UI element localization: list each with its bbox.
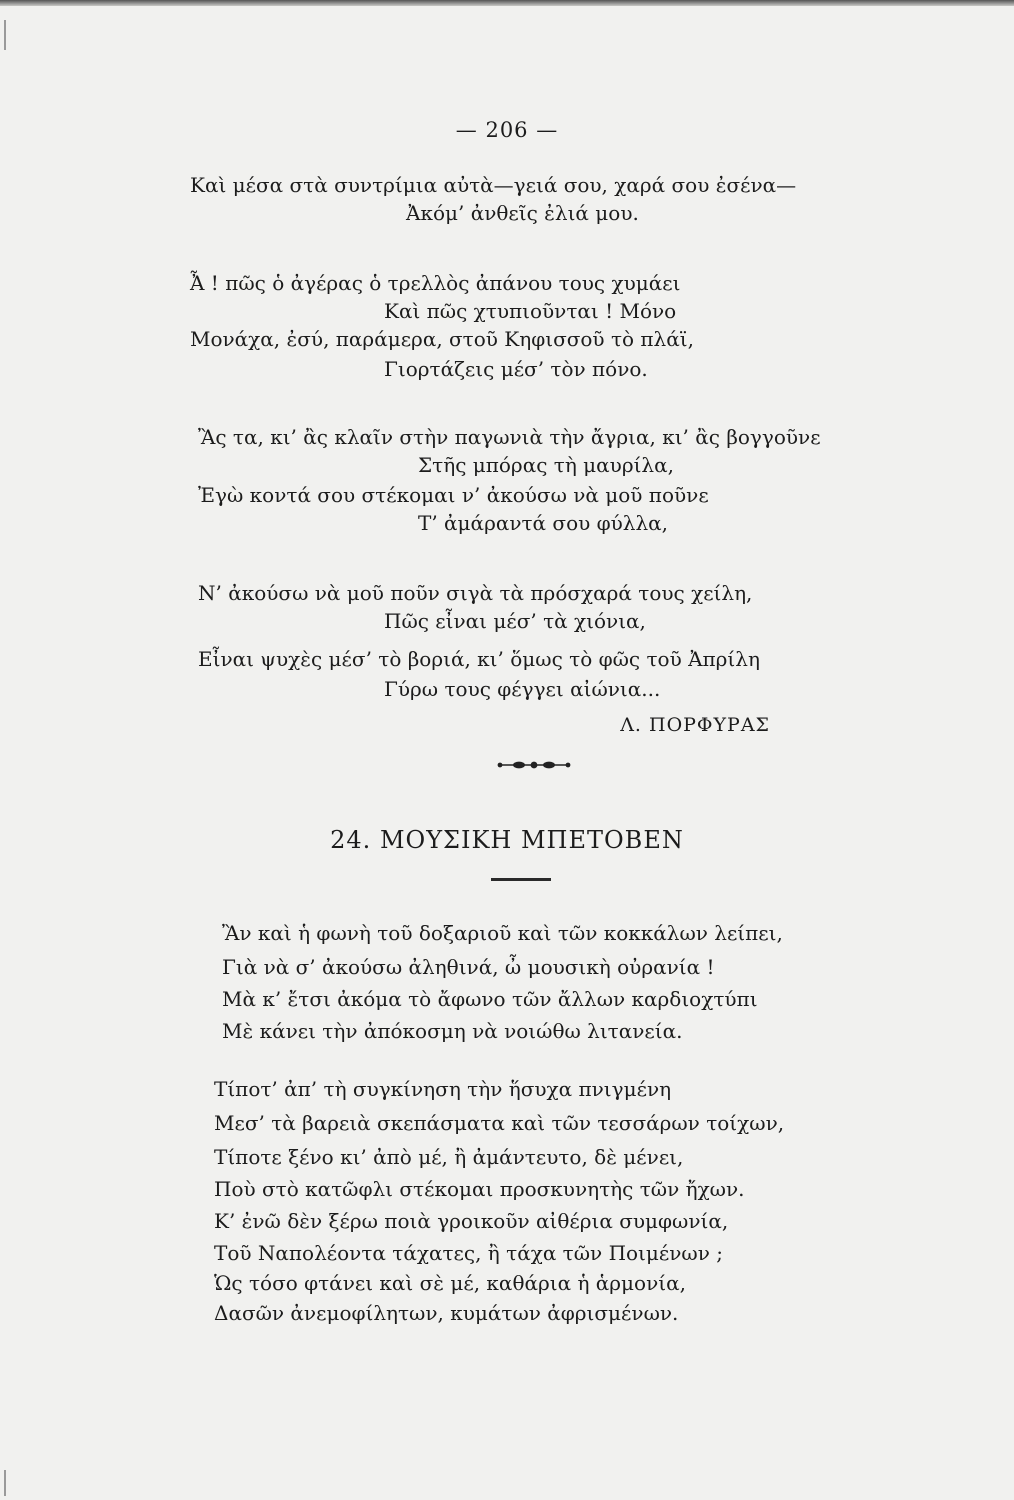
poem-line: Γιὰ νὰ σ’ ἀκούσω ἀληθινά, ὦ μουσικὴ οὐρανία !: [222, 955, 715, 979]
poem-author: Λ. ΠΟΡΦΥΡΑΣ: [620, 714, 770, 736]
scan-speck: [4, 1470, 6, 1496]
poem-line: Καὶ πῶς χτυπιοῦνται ! Μόνο: [384, 299, 677, 323]
poem-line: Τίποτ’ ἀπ’ τὴ συγκίνηση τὴν ἥσυχα πνιγμένη: [214, 1077, 672, 1101]
section-title: 24. ΜΟΥΣΙΚΗ ΜΠΕΤΟΒΕΝ: [330, 826, 684, 854]
poem-line: Κ’ ἐνῶ δὲν ξέρω ποιὰ γροικοῦν αἰθέρια συμφωνία,: [214, 1209, 729, 1233]
poem-line: Ν’ ἀκούσω νὰ μοῦ ποῦν σιγὰ τὰ πρόσχαρά τους χείλη,: [198, 581, 753, 605]
poem-line: Καὶ μέσα στὰ συντρίμια αὐτὰ—γειά σου, χαρά σου ἐσένα—: [190, 173, 797, 197]
poem-line: Τ’ ἀμάραντά σου φύλλα,: [418, 511, 668, 535]
poem-line: Μεσ’ τὰ βαρειὰ σκεπάσματα καὶ τῶν τεσσάρων τοίχων,: [214, 1111, 785, 1135]
poem-line: Ὡς τόσο φτάνει καὶ σὲ μέ, καθάρια ἡ ἁρμονία,: [214, 1271, 686, 1295]
ornament-divider-icon: [497, 758, 571, 772]
poem-line: Μὲ κάνει τὴν ἀπόκοσμη νὰ νοιώθω λιτανεία.: [222, 1019, 683, 1043]
poem-line: Τίποτε ξένο κι’ ἀπὸ μέ, ἢ ἀμάντευτο, δὲ μένει,: [214, 1145, 684, 1169]
poem-line: Τοῦ Ναπολέοντα τάχατες, ἢ τάχα τῶν Ποιμένων ;: [214, 1241, 723, 1265]
scan-speck: [4, 20, 6, 50]
poem-line: Εἶναι ψυχὲς μέσ’ τὸ βοριά, κι’ ὅμως τὸ φῶς τοῦ Ἀπρίλη: [198, 647, 760, 671]
poem-line: Ἂς τα, κι’ ἂς κλαῖν στὴν παγωνιὰ τὴν ἄγρια, κι’ ἂς βογγοῦνε: [198, 425, 821, 449]
poem-line: Δασῶν ἀνεμοφίλητων, κυμάτων ἀφρισμένων.: [214, 1301, 679, 1325]
poem-line: Γιορτάζεις μέσ’ τὸν πόνο.: [384, 357, 648, 381]
poem-line: Ἀκόμ’ ἀνθεῖς ἐλιά μου.: [406, 201, 639, 225]
poem-line: Ἐγὼ κοντά σου στέκομαι ν’ ἀκούσω νὰ μοῦ ποῦνε: [198, 483, 709, 507]
page-number: — 206 —: [455, 118, 559, 142]
title-underline: [491, 878, 551, 881]
poem-line: Μονάχα, ἐσύ, παράμερα, στοῦ Κηφισσοῦ τὸ πλάϊ,: [190, 327, 694, 351]
poem-line: Ἆ ! πῶς ὁ ἀγέρας ὁ τρελλὸς ἀπάνου τους χυμάει: [190, 271, 681, 295]
poem-line: Μὰ κ’ ἔτσι ἀκόμα τὸ ἄφωνο τῶν ἄλλων καρδιοχτύπι: [222, 987, 758, 1011]
poem-line: Στῆς μπόρας τὴ μαυρίλα,: [418, 453, 674, 477]
poem-line: Πῶς εἶναι μέσ’ τὰ χιόνια,: [384, 609, 646, 633]
page-top-edge: [0, 0, 1014, 6]
poem-line: Γύρω τους φέγγει αἰώνια...: [384, 677, 661, 701]
poem-line: Ποὺ στὸ κατῶφλι στέκομαι προσκυνητὴς τῶν ἤχων.: [214, 1177, 745, 1201]
poem-line: Ἂν καὶ ἡ φωνὴ τοῦ δοξαριοῦ καὶ τῶν κοκκάλων λείπει,: [222, 921, 783, 945]
